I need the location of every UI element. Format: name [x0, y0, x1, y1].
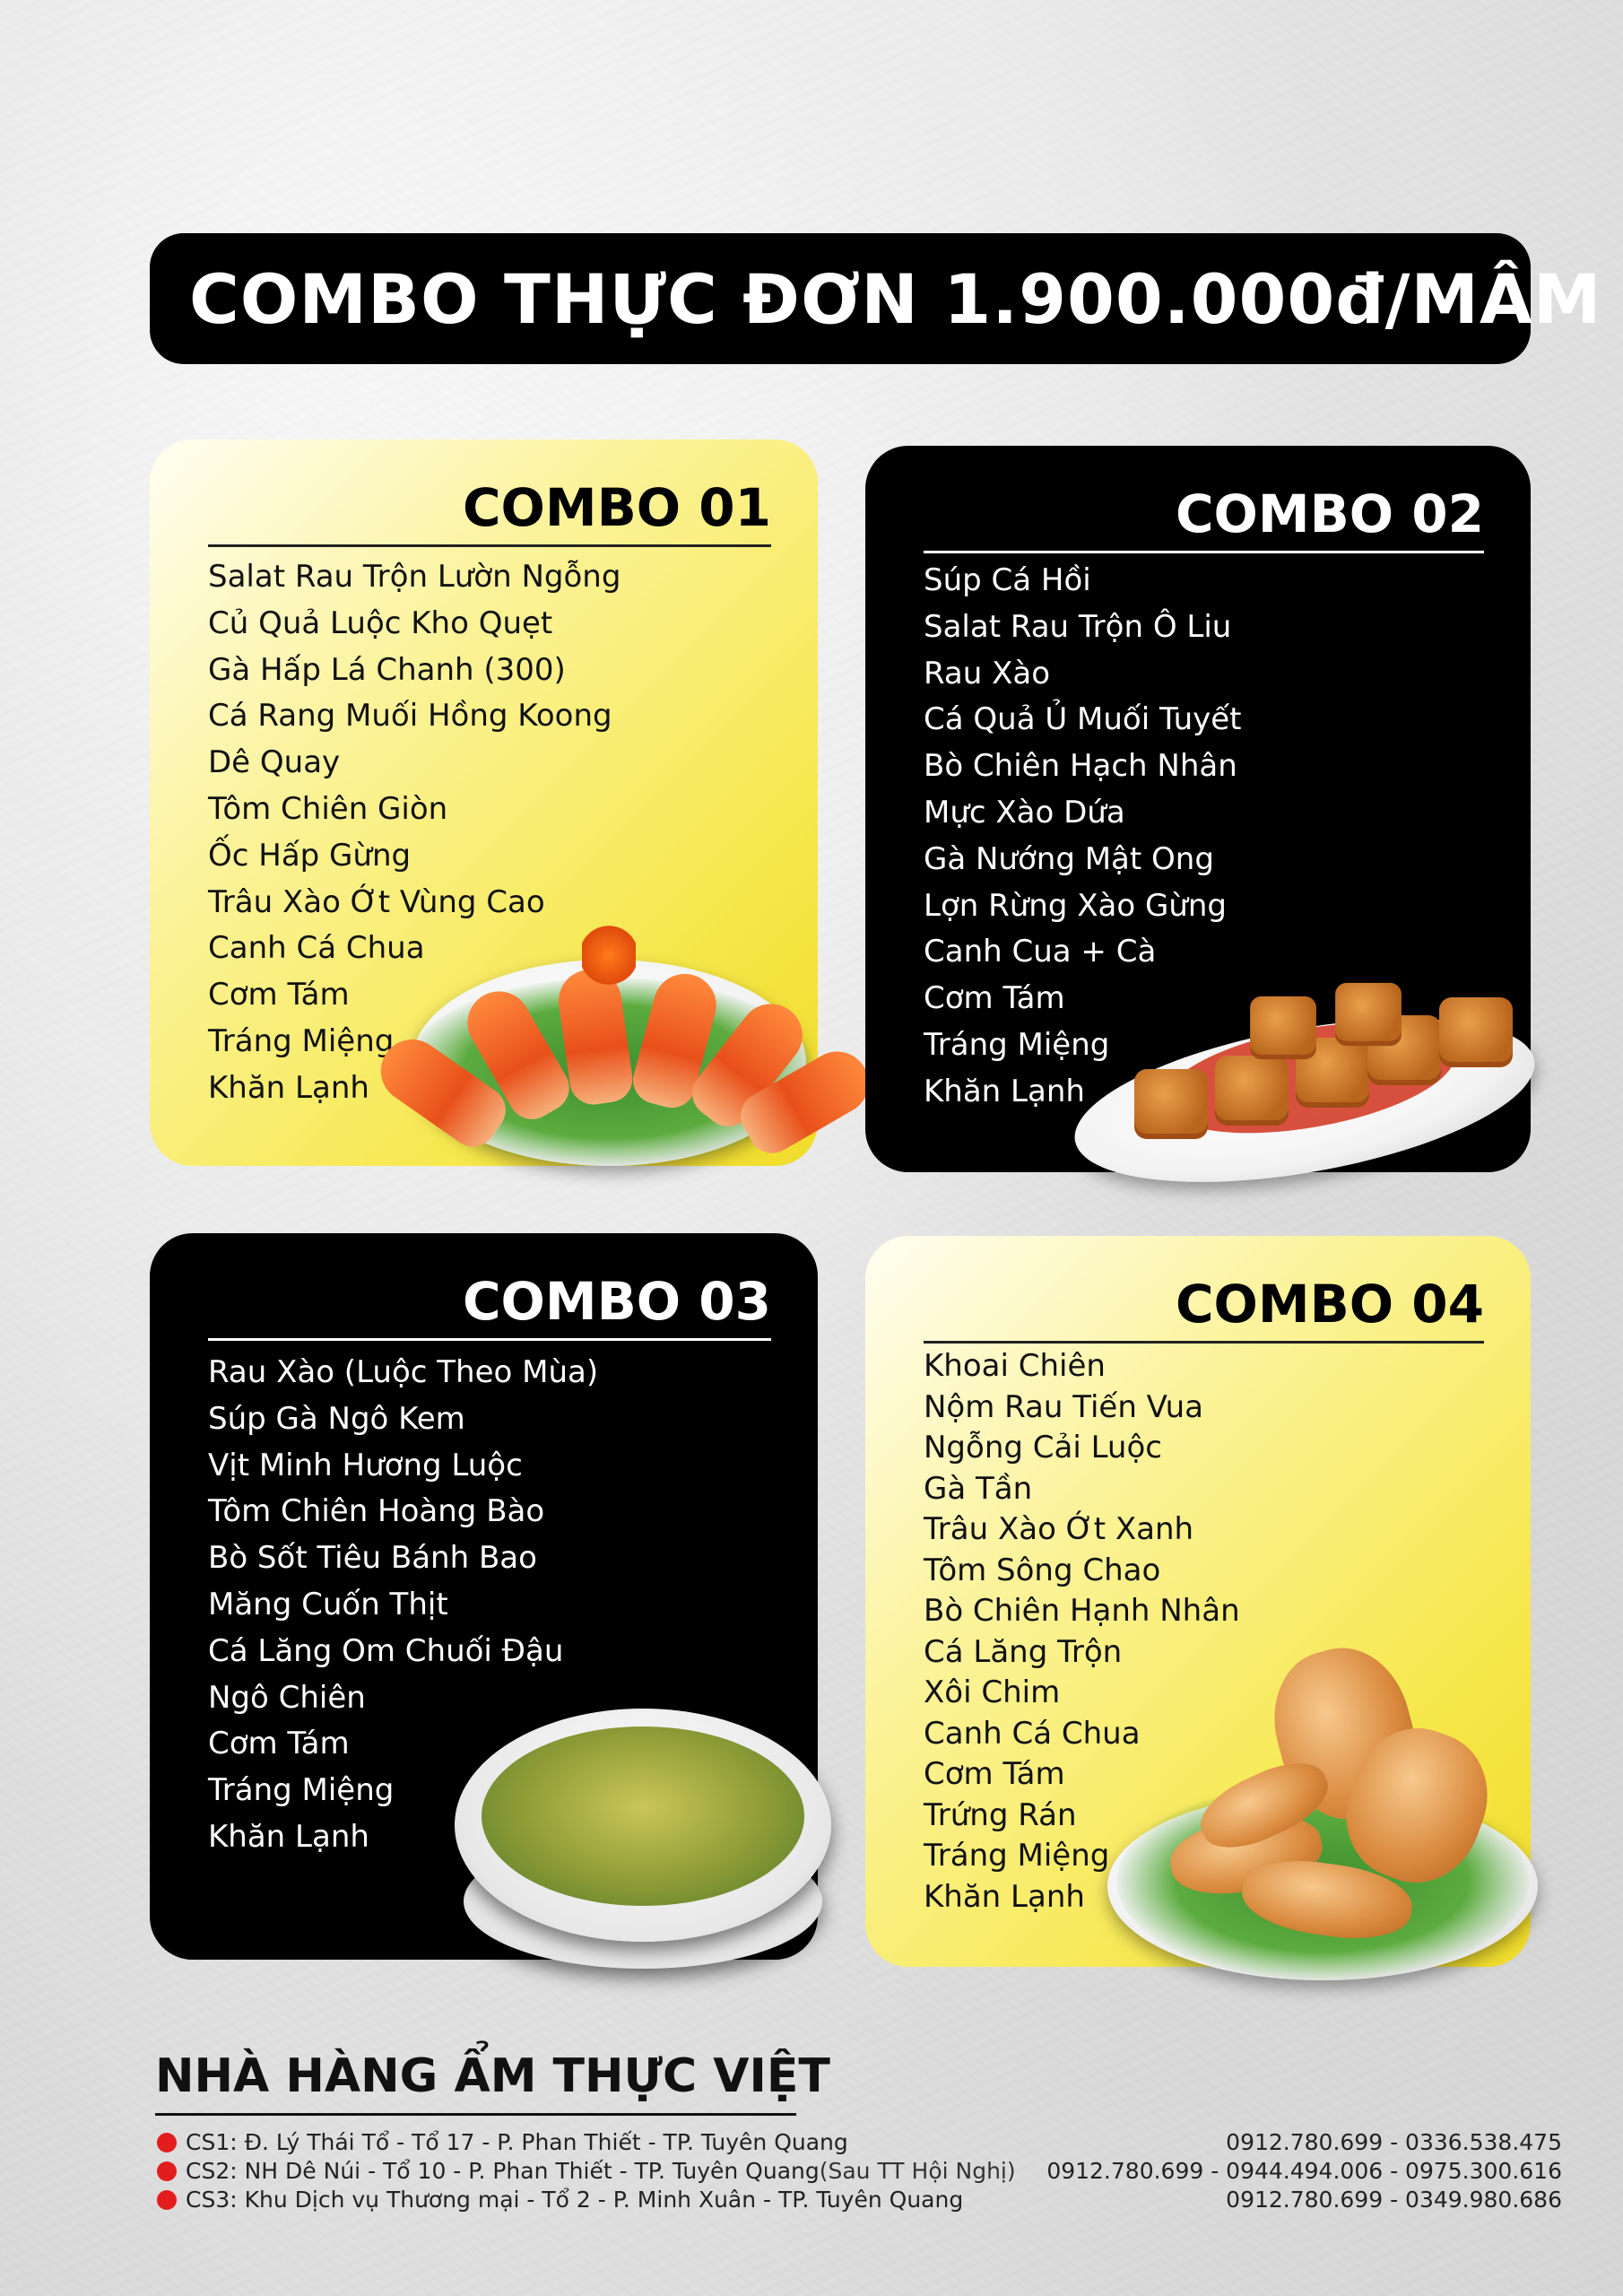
menu-item: Bò Chiên Hạch Nhân — [924, 748, 1237, 785]
menu-item: Rau Xào (Luộc Theo Mùa) — [208, 1354, 599, 1390]
bullet-dot-icon — [157, 2161, 177, 2181]
branch-address: CS1: Đ. Lý Thái Tổ - Tổ 17 - P. Phan Thiết - TP. Tuyên Quang — [186, 2129, 848, 2155]
restaurant-name-underline — [155, 2113, 796, 2116]
combo-02-card — [865, 446, 1531, 1172]
combo-04-divider — [924, 1341, 1484, 1344]
bullet-dot-icon — [157, 2190, 177, 2210]
menu-item: Ngỗng Cải Luộc — [924, 1430, 1162, 1465]
menu-item: Tráng Miệng — [208, 1022, 395, 1059]
menu-item: Cá Rang Muối Hồng Koong — [208, 698, 612, 735]
menu-item: Ốc Hấp Gừng — [208, 837, 412, 874]
combo-03-card — [150, 1233, 818, 1960]
combo-02-divider — [924, 551, 1484, 553]
menu-item: Khăn Lạnh — [924, 1878, 1085, 1915]
menu-title-bar — [150, 233, 1602, 364]
grilled-shrimp-plate-image — [403, 924, 815, 1170]
menu-item: Xôi Chim — [924, 1674, 1061, 1710]
menu-item: Canh Cua + Cà — [924, 934, 1157, 970]
menu-item: Tráng Miệng — [924, 1026, 1110, 1063]
branch-cs2 — [157, 2158, 1016, 2184]
menu-item: Tôm Sông Chao — [924, 1552, 1161, 1588]
menu-item: Bò Sốt Tiêu Bánh Bao — [208, 1540, 537, 1577]
vegetable-soup-bowl-image — [455, 1700, 831, 1987]
menu-item: Lợn Rừng Xào Gừng — [924, 887, 1227, 924]
menu-item: Măng Cuốn Thịt — [208, 1586, 448, 1622]
menu-item: Khăn Lạnh — [208, 1818, 369, 1855]
menu-item: Canh Cá Chua — [208, 930, 425, 967]
menu-item: Salat Rau Trộn Ô Liu — [924, 608, 1232, 645]
menu-item: Cá Lăng Om Chuối Đậu — [208, 1632, 564, 1669]
combo-02-title: COMBO 02 — [1175, 483, 1484, 544]
bullet-dot-icon — [157, 2133, 177, 2152]
menu-title: COMBO THỰC ĐƠN 1.900.000đ/MÂM — [189, 258, 1602, 339]
branch-address: CS3: Khu Dịch vụ Thương mại - Tổ 2 - P. Minh Xuân - TP. Tuyên Quang — [186, 2187, 964, 2213]
branch-note: (Sau TT Hội Nghị) — [819, 2158, 1016, 2184]
menu-item: Súp Gà Ngô Kem — [208, 1400, 465, 1437]
menu-item: Tôm Chiên Giòn — [208, 790, 448, 827]
branch-cs1-phones: 0912.780.699 - 0336.538.475 — [1226, 2129, 1562, 2155]
menu-item: Trứng Rán — [924, 1796, 1077, 1833]
combo-03-divider — [208, 1338, 771, 1341]
menu-item: Khoai Chiên — [924, 1348, 1106, 1384]
combo-04-card — [865, 1236, 1531, 1967]
menu-item: Nộm Rau Tiến Vua — [924, 1388, 1204, 1425]
menu-item: Gà Nướng Mật Ong — [924, 840, 1214, 877]
menu-item: Cơm Tám — [924, 980, 1065, 1017]
menu-item: Rau Xào — [924, 655, 1050, 691]
menu-item: Cơm Tám — [208, 1726, 350, 1762]
combo-04-title: COMBO 04 — [1175, 1274, 1484, 1335]
menu-item: Gà Hấp Lá Chanh (300) — [208, 651, 566, 688]
menu-item: Cá Quả Ủ Muối Tuyết — [924, 701, 1242, 738]
menu-item: Salat Rau Trộn Lườn Ngỗng — [208, 559, 621, 595]
menu-item: Cơm Tám — [924, 1756, 1065, 1792]
menu-item: Khăn Lạnh — [208, 1069, 369, 1106]
combo-01-divider — [208, 544, 771, 547]
menu-item: Tráng Miệng — [208, 1772, 395, 1809]
menu-item: Mực Xào Dứa — [924, 794, 1125, 831]
menu-item: Cá Lăng Trộn — [924, 1633, 1123, 1670]
menu-item: Trâu Xào Ớt Vùng Cao — [208, 883, 545, 920]
tofu-tomato-sauce-plate-image — [1072, 966, 1538, 1181]
menu-item: Ngô Chiên — [208, 1679, 366, 1716]
menu-item: Canh Cá Chua — [924, 1715, 1141, 1752]
fried-fish-plate-image — [1107, 1648, 1538, 1989]
menu-item: Củ Quả Luộc Kho Quẹt — [208, 604, 553, 641]
menu-item: Gà Tần — [924, 1470, 1033, 1507]
menu-item: Khăn Lạnh — [924, 1073, 1085, 1109]
menu-item: Cơm Tám — [208, 977, 350, 1013]
combo-01-card — [150, 439, 818, 1166]
menu-item: Súp Cá Hồi — [924, 562, 1091, 598]
branch-cs3 — [157, 2187, 963, 2213]
menu-item: Tráng Miệng — [924, 1838, 1110, 1874]
menu-item: Dê Quay — [208, 744, 341, 781]
restaurant-name: NHÀ HÀNG ẨM THỰC VIỆT — [155, 2049, 830, 2103]
branch-cs2-phones: 0912.780.699 - 0944.494.006 - 0975.300.616 — [1046, 2158, 1562, 2184]
branch-cs1 — [157, 2129, 848, 2155]
menu-item: Tôm Chiên Hoàng Bào — [208, 1493, 545, 1530]
branch-address: CS2: NH Dê Núi - Tổ 10 - P. Phan Thiết - TP. Tuyên Quang — [186, 2158, 820, 2184]
branch-cs3-phones: 0912.780.699 - 0349.980.686 — [1226, 2187, 1562, 2213]
combo-01-title: COMBO 01 — [462, 477, 771, 538]
menu-item: Vịt Minh Hương Luộc — [208, 1447, 523, 1483]
combo-03-title: COMBO 03 — [462, 1271, 771, 1332]
menu-item: Bò Chiên Hạnh Nhân — [924, 1593, 1240, 1629]
menu-item: Trâu Xào Ớt Xanh — [924, 1511, 1194, 1547]
